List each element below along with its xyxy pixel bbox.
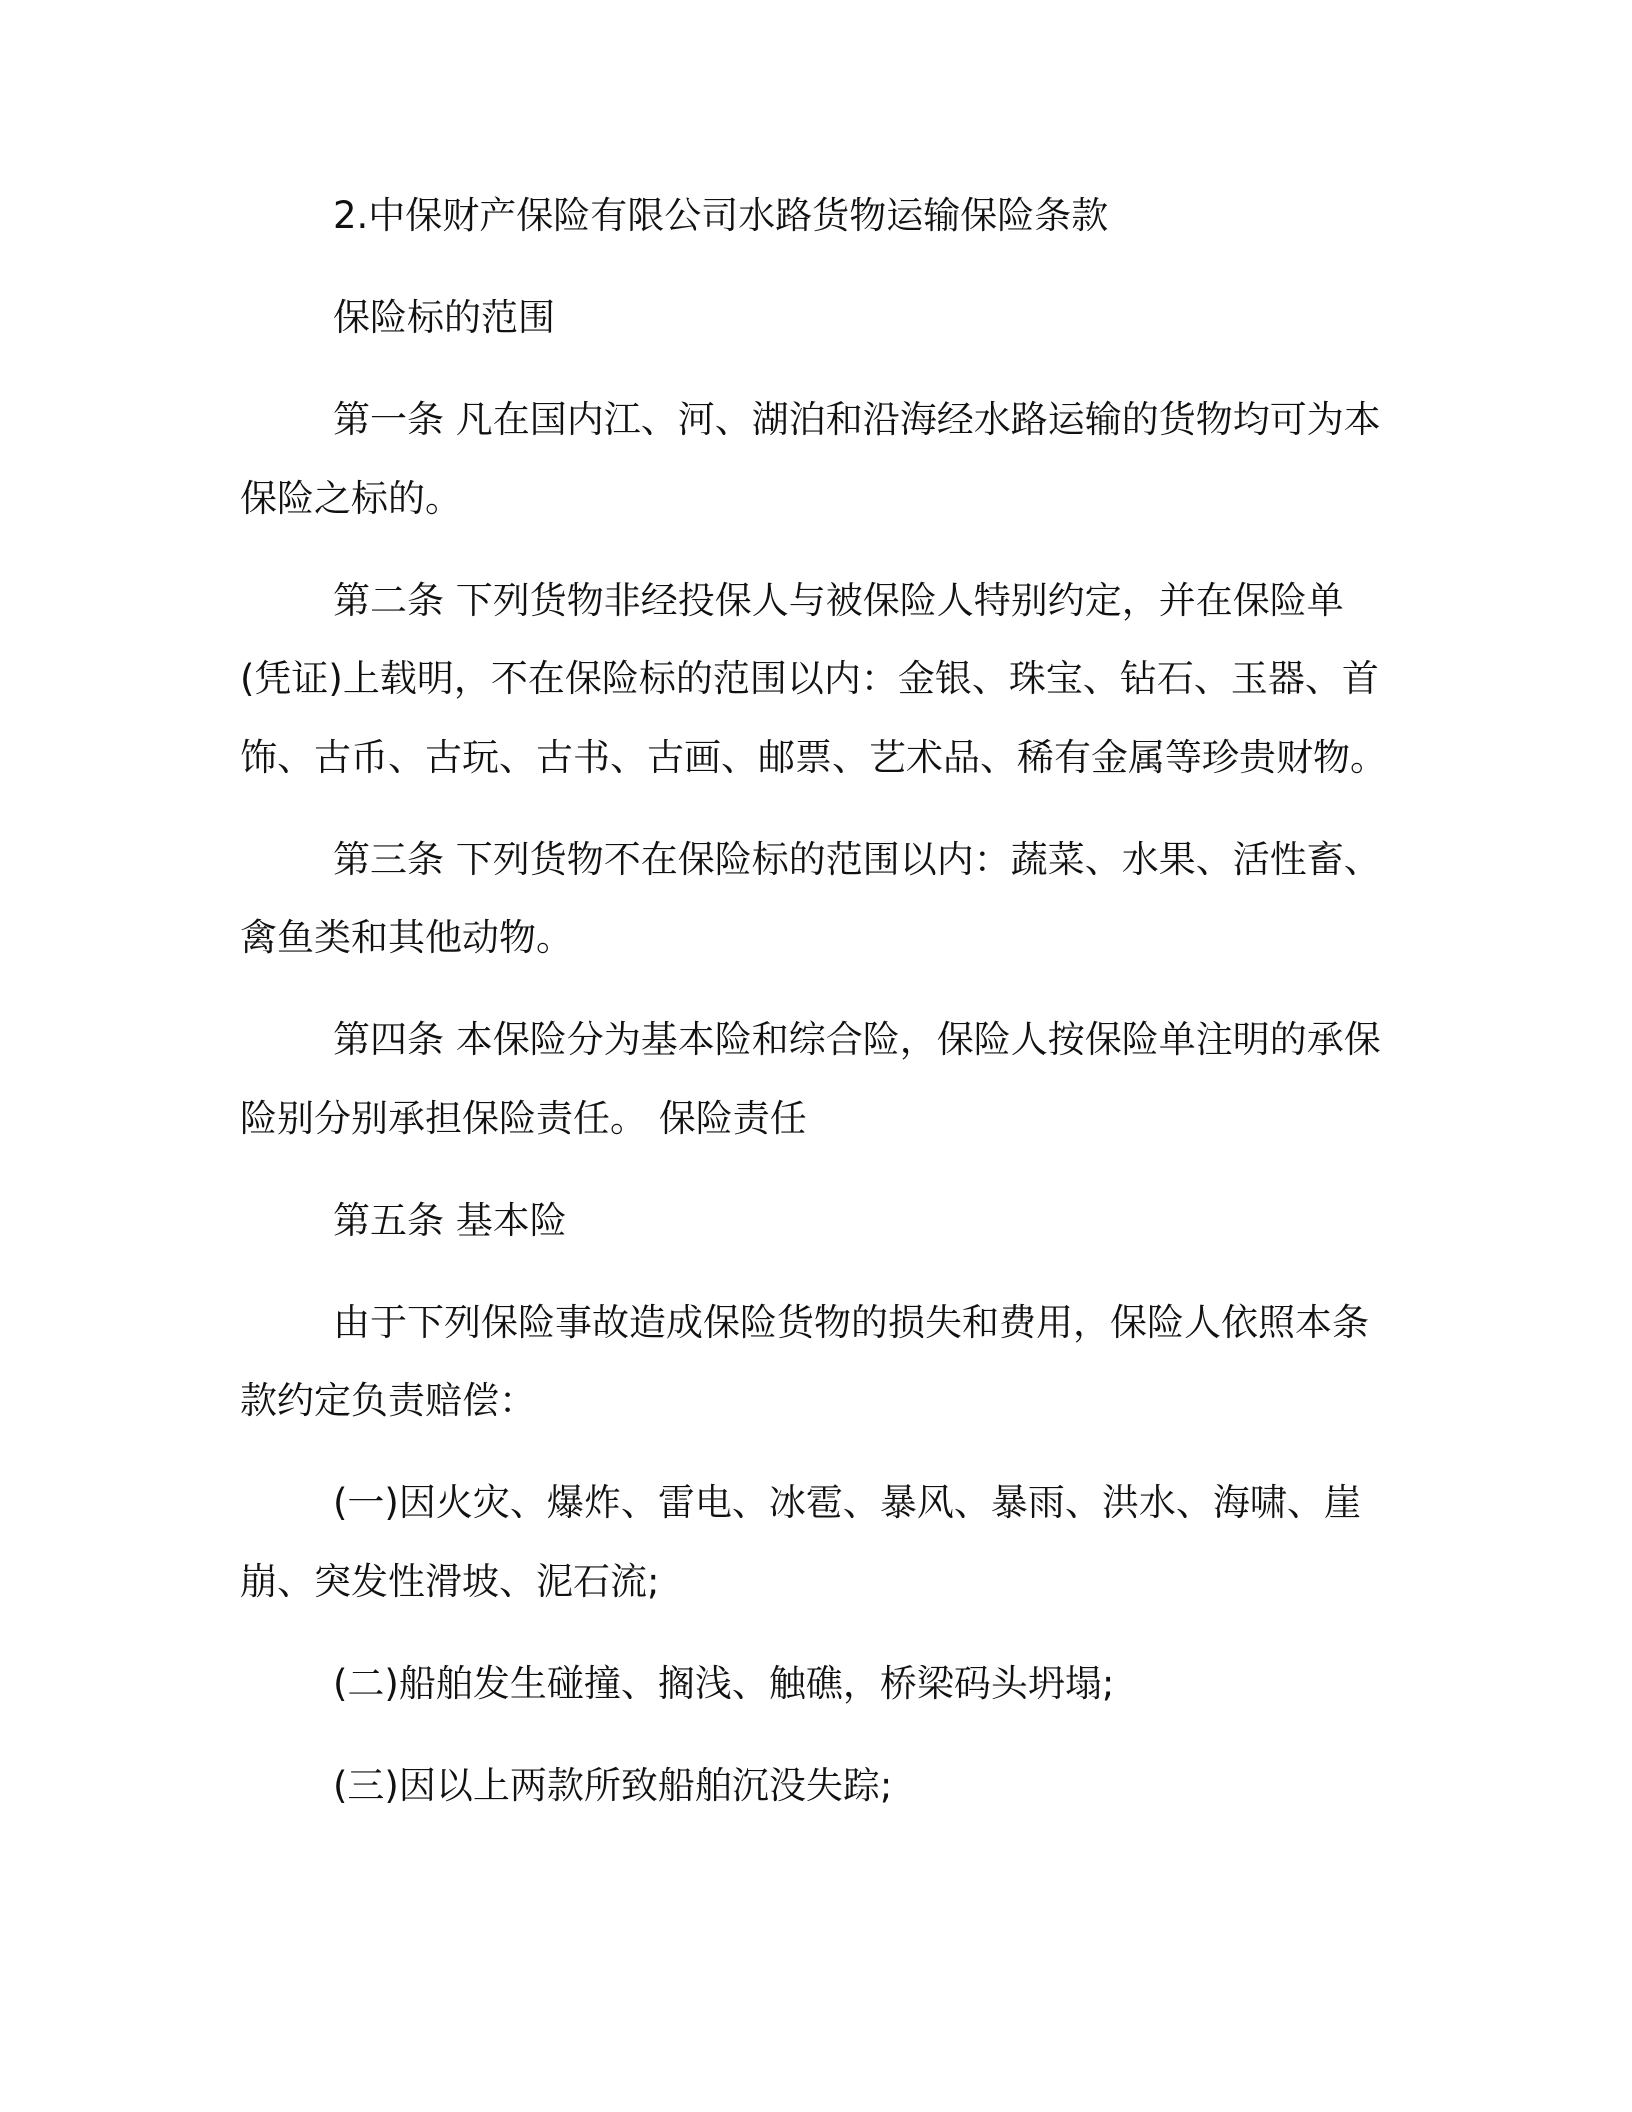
article5-intro-line1: 由于下列保险事故造成保险货物的损失和费用，保险人依照本条 (333, 1301, 1369, 1344)
article5-item3: (三)因以上两款所致船舶沉没失踪; (333, 1764, 893, 1807)
section-heading: 保险标的范围 (333, 296, 555, 339)
article1-line1: 第一条 凡在国内江、河、湖泊和沿海经水路运输的货物均可为本 (333, 398, 1381, 441)
article5-item2: (二)船舶发生碰撞、搁浅、触礁，桥梁码头坍塌; (333, 1662, 1115, 1705)
article3-line1: 第三条 下列货物不在保险标的范围以内：蔬菜、水果、活性畜、 (333, 838, 1381, 881)
article5-item1-line2: 崩、突发性滑坡、泥石流; (240, 1560, 660, 1603)
article4-line2: 险别分别承担保险责任。 保险责任 (240, 1097, 807, 1140)
document-title: 2.中保财产保险有限公司水路货物运输保险条款 (333, 194, 1109, 237)
article4-line1: 第四条 本保险分为基本险和综合险，保险人按保险单注明的承保 (333, 1018, 1381, 1061)
article5-heading: 第五条 基本险 (333, 1199, 567, 1242)
article3-line2: 禽鱼类和其他动物。 (240, 916, 573, 959)
article2-line2: (凭证)上载明，不在保险标的范围以内：金银、珠宝、钻石、玉器、首 (240, 657, 1379, 700)
article5-item1-line1: (一)因火灾、爆炸、雷电、冰雹、暴风、暴雨、洪水、海啸、崖 (333, 1481, 1361, 1524)
article5-intro-line2: 款约定负责赔偿： (240, 1379, 536, 1422)
article2-line1: 第二条 下列货物非经投保人与被保险人特别约定，并在保险单 (333, 579, 1344, 622)
article1-line2: 保险之标的。 (240, 477, 462, 520)
article2-line3: 饰、古币、古玩、古书、古画、邮票、艺术品、稀有金属等珍贵财物。 (240, 736, 1387, 779)
